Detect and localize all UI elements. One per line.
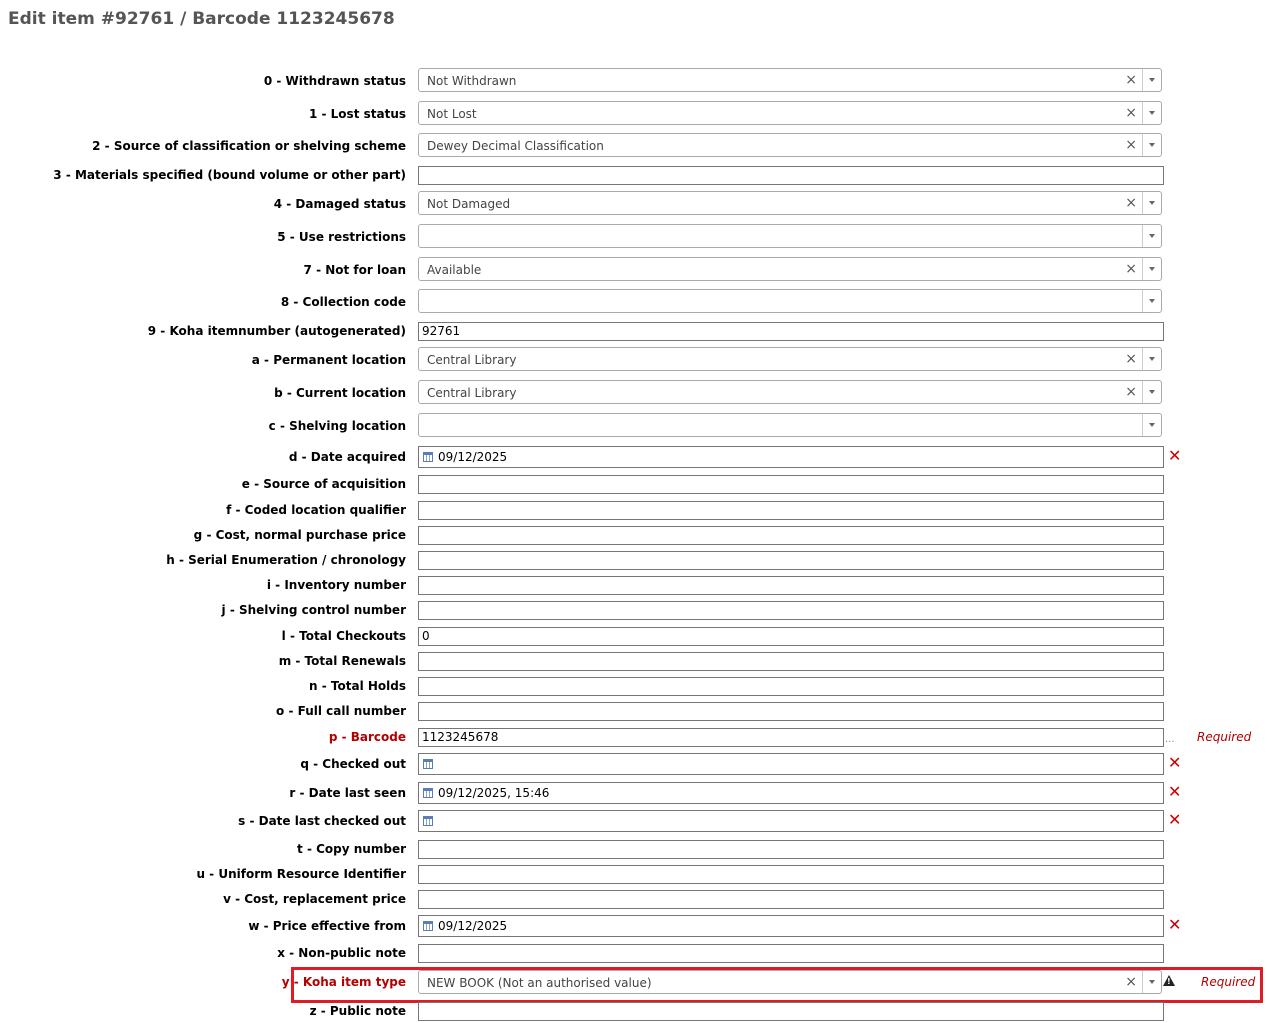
input-holds[interactable] xyxy=(418,677,1164,696)
input-serial[interactable] xyxy=(418,551,1164,570)
clear-icon[interactable]: × xyxy=(1125,974,1137,990)
label-codedloc: f - Coded location qualifier xyxy=(226,503,406,517)
select-value: Not Damaged xyxy=(427,197,511,211)
label-lastseen: r - Date last seen xyxy=(289,786,406,800)
select-value: Central Library xyxy=(427,353,517,367)
chevron-down-icon xyxy=(1149,111,1155,115)
select-shelving[interactable] xyxy=(418,413,1162,437)
date-value: 09/12/2025, 15:46 xyxy=(438,786,550,800)
chevron-down-icon xyxy=(1149,423,1155,427)
input-codedloc[interactable] xyxy=(418,501,1164,520)
label-notforloan: 7 - Not for loan xyxy=(303,263,406,277)
label-itemtype: y - Koha item type xyxy=(281,975,406,989)
chevron-down-icon xyxy=(1149,390,1155,394)
chevron-down-icon xyxy=(1149,267,1155,271)
label-inventory: i - Inventory number xyxy=(266,578,406,592)
delete-date-icon[interactable]: ✕ xyxy=(1168,753,1182,772)
input-replcost[interactable] xyxy=(418,890,1164,909)
label-dateacq: d - Date acquired xyxy=(288,450,406,464)
input-callnum[interactable] xyxy=(418,702,1164,721)
select-value: NEW BOOK (Not an authorised value) xyxy=(427,976,652,990)
label-materials: 3 - Materials specified (bound volume or other part) xyxy=(53,168,406,182)
clear-icon[interactable]: × xyxy=(1125,351,1137,367)
chevron-down-icon xyxy=(1149,201,1155,205)
clear-icon[interactable]: × xyxy=(1125,137,1137,153)
input-publicnote[interactable] xyxy=(418,1002,1164,1021)
calendar-icon[interactable] xyxy=(423,921,433,931)
select-withdrawn[interactable] xyxy=(418,68,1162,92)
dropdown-arrow[interactable] xyxy=(1142,192,1161,214)
label-sourceacq: e - Source of acquisition xyxy=(241,477,406,491)
label-publicnote: z - Public note xyxy=(309,1004,406,1018)
date-value: 09/12/2025 xyxy=(438,450,508,464)
label-collection: 8 - Collection code xyxy=(280,295,406,309)
dropdown-arrow[interactable] xyxy=(1142,69,1161,91)
input-uri[interactable] xyxy=(418,865,1164,884)
input-shelfctrl[interactable] xyxy=(418,601,1164,620)
date-input-priceeff[interactable] xyxy=(418,915,1164,937)
input-checkouts[interactable]: 0 xyxy=(418,627,1164,646)
calendar-icon[interactable] xyxy=(423,816,433,826)
clear-icon[interactable]: × xyxy=(1125,72,1137,88)
select-restrictions[interactable] xyxy=(418,224,1162,248)
select-value: Not Lost xyxy=(427,107,477,121)
label-priceeff: w - Price effective from xyxy=(248,919,406,933)
delete-date-icon[interactable]: ✕ xyxy=(1168,446,1182,465)
label-shelving: c - Shelving location xyxy=(268,419,406,433)
select-value: Central Library xyxy=(427,386,517,400)
delete-date-icon[interactable]: ✕ xyxy=(1168,915,1182,934)
date-input-lastcheckout[interactable] xyxy=(418,810,1164,832)
clear-icon[interactable]: × xyxy=(1125,195,1137,211)
date-value: 09/12/2025 xyxy=(438,919,508,933)
input-materials[interactable] xyxy=(418,166,1164,185)
label-shelfctrl: j - Shelving control number xyxy=(221,603,406,617)
select-curloc[interactable] xyxy=(418,380,1162,404)
select-classification[interactable] xyxy=(418,133,1162,157)
label-lost: 1 - Lost status xyxy=(308,107,406,121)
dropdown-arrow[interactable] xyxy=(1142,348,1161,370)
label-itemnumber: 9 - Koha itemnumber (autogenerated) xyxy=(147,324,406,338)
input-inventory[interactable] xyxy=(418,576,1164,595)
barcode-plugin-link[interactable]: ... xyxy=(1165,734,1175,745)
label-serial: h - Serial Enumeration / chronology xyxy=(166,553,406,567)
chevron-down-icon xyxy=(1149,299,1155,303)
input-cost[interactable] xyxy=(418,526,1164,545)
date-input-lastseen[interactable] xyxy=(418,782,1164,804)
select-damaged[interactable] xyxy=(418,191,1162,215)
delete-date-icon[interactable]: ✕ xyxy=(1168,810,1182,829)
delete-date-icon[interactable]: ✕ xyxy=(1168,782,1182,801)
select-value: Available xyxy=(427,263,482,277)
input-nonpublic[interactable] xyxy=(418,944,1164,963)
label-checkouts: l - Total Checkouts xyxy=(281,629,406,643)
label-damaged: 4 - Damaged status xyxy=(273,197,406,211)
required-note-itemtype: Required xyxy=(1201,975,1256,989)
input-sourceacq[interactable] xyxy=(418,475,1164,494)
clear-icon[interactable]: × xyxy=(1125,261,1137,277)
dropdown-arrow[interactable] xyxy=(1142,258,1161,280)
dropdown-arrow[interactable] xyxy=(1142,225,1161,247)
input-renewals[interactable] xyxy=(418,652,1164,671)
clear-icon[interactable]: × xyxy=(1125,384,1137,400)
dropdown-arrow[interactable] xyxy=(1142,381,1161,403)
calendar-icon[interactable] xyxy=(423,452,433,462)
select-notforloan[interactable] xyxy=(418,257,1162,281)
highlight-box xyxy=(291,967,1263,1003)
label-holds: n - Total Holds xyxy=(309,679,406,693)
label-cost: g - Cost, normal purchase price xyxy=(193,528,406,542)
select-permloc[interactable] xyxy=(418,347,1162,371)
chevron-down-icon xyxy=(1149,143,1155,147)
page-title: Edit item #92761 / Barcode 1123245678 xyxy=(8,9,395,29)
select-collection[interactable] xyxy=(418,289,1162,313)
clear-icon[interactable]: × xyxy=(1125,105,1137,121)
label-barcode: p - Barcode xyxy=(328,730,406,744)
label-copynum: t - Copy number xyxy=(297,842,406,856)
dropdown-arrow[interactable] xyxy=(1142,134,1161,156)
label-renewals: m - Total Renewals xyxy=(278,654,406,668)
date-input-checkedout[interactable] xyxy=(418,753,1164,775)
label-lastcheckout: s - Date last checked out xyxy=(238,814,406,828)
label-withdrawn: 0 - Withdrawn status xyxy=(263,74,406,88)
chevron-down-icon xyxy=(1149,234,1155,238)
label-uri: u - Uniform Resource Identifier xyxy=(196,867,406,881)
label-curloc: b - Current location xyxy=(274,386,406,400)
input-copynum[interactable] xyxy=(418,840,1164,859)
label-classification: 2 - Source of classification or shelving scheme xyxy=(92,139,406,153)
calendar-icon[interactable] xyxy=(423,759,433,769)
label-restrictions: 5 - Use restrictions xyxy=(277,230,406,244)
calendar-icon[interactable] xyxy=(423,788,433,798)
label-checkedout: q - Checked out xyxy=(300,757,406,771)
dropdown-arrow[interactable] xyxy=(1142,414,1161,436)
date-input-dateacq[interactable] xyxy=(418,446,1164,468)
dropdown-arrow[interactable] xyxy=(1142,290,1161,312)
chevron-down-icon xyxy=(1149,78,1155,82)
input-itemnumber[interactable]: 92761 xyxy=(418,322,1164,341)
label-permloc: a - Permanent location xyxy=(251,353,406,367)
chevron-down-icon xyxy=(1149,357,1155,361)
select-lost[interactable] xyxy=(418,101,1162,125)
label-nonpublic: x - Non-public note xyxy=(277,946,406,960)
required-note-barcode: Required xyxy=(1197,730,1252,744)
select-value: Dewey Decimal Classification xyxy=(427,139,604,153)
input-barcode[interactable]: 1123245678 xyxy=(418,728,1164,747)
dropdown-arrow[interactable] xyxy=(1142,102,1161,124)
select-value: Not Withdrawn xyxy=(427,74,517,88)
label-callnum: o - Full call number xyxy=(276,704,406,718)
label-replcost: v - Cost, replacement price xyxy=(223,892,406,906)
